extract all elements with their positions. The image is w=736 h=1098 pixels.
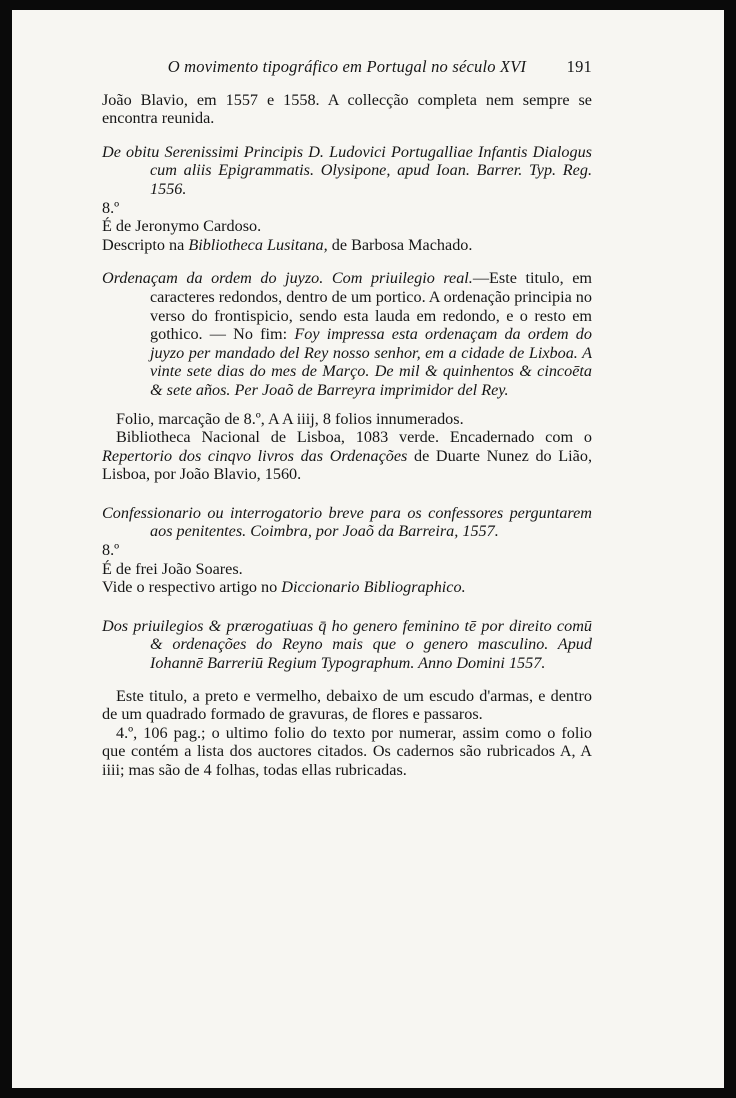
entry-priuilegios xyxy=(102,617,592,780)
entry-format: 8.º xyxy=(102,541,120,560)
title-rest: —Este titulo, em caracteres redondos, dentro de um portico. A ordenação principia no verso do frontispicio, sendo esta lauda em redondo, e o resto em gothico. — No fim: xyxy=(150,269,592,344)
page-number: 191 xyxy=(566,57,592,76)
entry-confessionario xyxy=(102,504,592,597)
running-header xyxy=(102,58,592,77)
desc-suffix: de Barbosa Machado. xyxy=(327,235,473,254)
intro-text: João Blavio, em 1557 e 1558. A collecção completa nem sempre se encontra reunida. xyxy=(102,90,592,128)
entry-description: Este titulo, a preto e vermelho, debaixo de um escudo d'armas, e dentro de um quadrado formado de gravuras, de flores e passaros. xyxy=(102,686,592,724)
entry-library xyxy=(102,428,592,484)
entry-collation: 4.º, 106 pag.; o ultimo folio do texto por numerar, assim como o folio que contém a lista dos auctores citados. Os cadernos são rubricados A, A iiii; mas são de 4 folhas, todas ellas rubricadas. xyxy=(102,723,592,779)
running-title: O movimento tipográfico em Portugal no século XVI xyxy=(167,57,527,76)
ref-work: Diccionario Bibliographico. xyxy=(281,578,466,597)
colophon: Foy impressa esta ordenaçam da ordem do juyzo per mandado del Rey nosso senhor, em a cidade de Lixboa. A vinte sete dias do mes de Março. De mil & quinhentos & cincoēta & sete años. Per Joaõ de Barreyra imprimidor del Rey. xyxy=(150,325,592,399)
entry-title: Dos priuilegios & prærogatiuas q̄ ho genero feminino tē por direito comū & ordenações do Reyno mais que o genero masculino. Apud Iohannē Barreriū Regium Typographum. Anno Domini 1557. xyxy=(102,616,592,673)
title-italic: Ordenaçam da ordem do juyzo. Com priuilegio real. xyxy=(102,269,473,288)
ref-prefix: Vide o respectivo artigo no xyxy=(102,578,282,597)
entry-description xyxy=(102,236,592,255)
desc-prefix: Descripto na xyxy=(102,235,189,254)
entry-owner: É de frei João Soares. xyxy=(102,559,243,578)
entry-owner: É de Jeronymo Cardoso. xyxy=(102,217,262,236)
entry-title: De obitu Serenissimi Principis D. Ludovici Portugalliae Infantis Dialogus cum aliis Epigrammatis. Olysipone, apud Ioan. Barrer. Typ. Reg. 1556. xyxy=(102,142,592,198)
entry-reference xyxy=(102,578,592,597)
library-prefix: Bibliotheca Nacional de Lisboa, 1083 verde. Encadernado com o xyxy=(116,428,592,447)
entry-de-obitu xyxy=(102,143,592,255)
library-suffix: de Duarte Nunez do Lião, Lisboa, por João Blavio, 1560. xyxy=(102,446,592,484)
book-page xyxy=(12,10,724,1088)
entry-title xyxy=(102,269,592,399)
entry-ordenacam xyxy=(102,269,592,484)
page-content xyxy=(102,58,592,780)
library-work: Repertorio dos cinqvo livros das Ordenações xyxy=(102,446,408,465)
entry-format: Folio, marcação de 8.º, A A iiij, 8 folios innumerados. xyxy=(116,409,464,428)
desc-work: Bibliotheca Lusitana, xyxy=(188,235,328,254)
entry-title: Confessionario ou interrogatorio breve para os confessores perguntarem aos penitentes. Coimbra, por Joaõ da Barreira, 1557. xyxy=(102,503,592,541)
entry-format: 8.º xyxy=(102,198,120,217)
